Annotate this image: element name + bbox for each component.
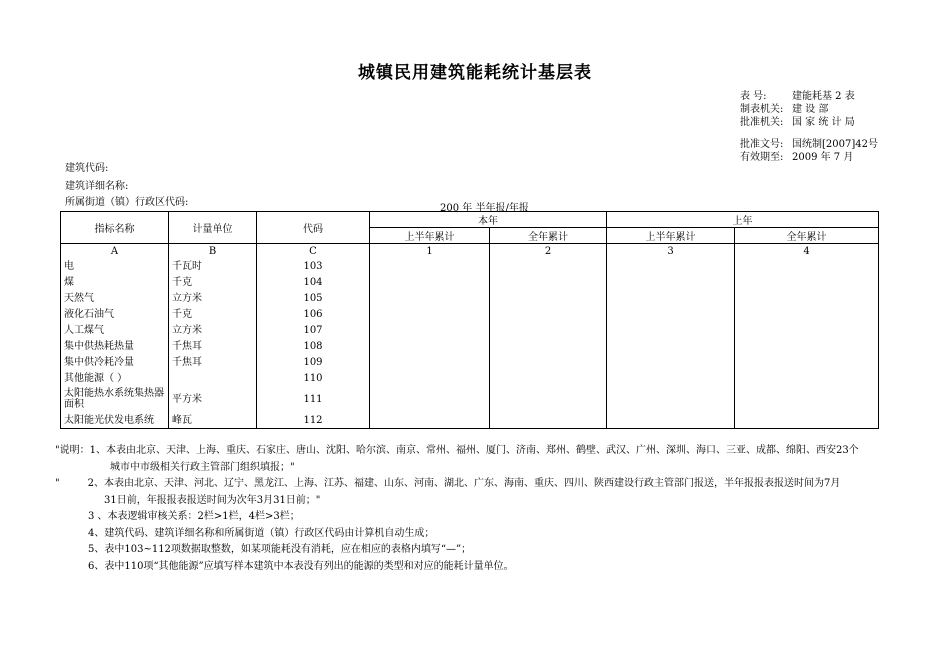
row-code: 108 — [257, 338, 370, 354]
row-name: 电 — [61, 258, 169, 274]
value-cell[interactable] — [735, 354, 879, 370]
value-cell[interactable] — [607, 354, 735, 370]
header-last-year-full: 全年累计 — [735, 228, 879, 244]
value-cell[interactable] — [370, 322, 490, 338]
meta-approving-authority: 批准机关: 国 家 统 计 局 — [740, 117, 855, 128]
row-code: 106 — [257, 306, 370, 322]
table-row — [61, 412, 879, 429]
row-code: 112 — [257, 412, 370, 429]
value-cell[interactable] — [490, 386, 607, 412]
row-name: 集中供热耗热量 — [61, 338, 169, 354]
value-cell[interactable] — [490, 274, 607, 290]
row-code: 105 — [257, 290, 370, 306]
value-cell[interactable] — [490, 412, 607, 429]
row-unit: 立方米 — [169, 290, 257, 306]
row-unit: 千克 — [169, 306, 257, 322]
value-cell[interactable] — [370, 338, 490, 354]
header-this-year-full: 全年累计 — [490, 228, 607, 244]
form-meta-bottom — [740, 138, 878, 164]
row-unit: 立方米 — [169, 322, 257, 338]
value-cell[interactable] — [370, 370, 490, 386]
value-cell[interactable] — [607, 338, 735, 354]
column-letter: A — [61, 244, 169, 259]
value-cell[interactable] — [370, 412, 490, 429]
row-unit: 平方米 — [169, 386, 257, 412]
value-cell[interactable] — [370, 386, 490, 412]
row-unit — [169, 370, 257, 386]
column-letter: 2 — [490, 244, 607, 259]
header-code: 代码 — [257, 212, 370, 244]
value-cell[interactable] — [735, 370, 879, 386]
note-line: 3 、本表逻辑审核关系：2栏>1栏，4栏>3栏； — [88, 511, 300, 522]
row-code: 107 — [257, 322, 370, 338]
column-letter: C — [257, 244, 370, 259]
row-code: 103 — [257, 258, 370, 274]
note-line: 4、建筑代码、建筑详细名称和所属街道（镇）行政区代码由计算机自动生成； — [88, 527, 435, 539]
row-name: 太阳能光伏发电系统 — [61, 412, 169, 429]
row-name: 煤 — [61, 274, 169, 290]
value-cell[interactable] — [490, 338, 607, 354]
value-cell[interactable] — [735, 258, 879, 274]
note-line: "说明：1、本表由北京、天津、上海、重庆、石家庄、唐山、沈阳、哈尔滨、南京、常州、福州、厦门、济南、郑州、鹤壁、武汉、广州、深圳、海口、三亚、成都、绵阳、西安23个 — [55, 445, 859, 456]
value-cell[interactable] — [370, 258, 490, 274]
row-name: 太阳能热水系统集热器面积 — [61, 386, 169, 412]
meta-issuing-authority: 制表机关: 建 设 部 — [740, 104, 829, 115]
value-cell[interactable] — [607, 322, 735, 338]
value-cell[interactable] — [607, 412, 735, 429]
notes-section — [55, 443, 885, 575]
table-row — [61, 338, 879, 354]
row-code: 111 — [257, 386, 370, 412]
building-code-label: 建筑代码: — [65, 163, 109, 174]
building-name-label: 建筑详细名称: — [65, 181, 129, 192]
header-unit: 计量单位 — [169, 212, 257, 244]
value-cell[interactable] — [490, 306, 607, 322]
value-cell[interactable] — [490, 354, 607, 370]
meta-approval-number: 批准文号: 国统制[2007]42号 — [740, 139, 878, 150]
value-cell[interactable] — [735, 290, 879, 306]
row-name: 集中供冷耗冷量 — [61, 354, 169, 370]
column-letter-row — [61, 244, 879, 259]
value-cell[interactable] — [370, 290, 490, 306]
table-row — [61, 274, 879, 290]
column-letter: 3 — [607, 244, 735, 259]
value-cell[interactable] — [735, 412, 879, 429]
table-row — [61, 322, 879, 338]
row-name: 其他能源（ ） — [61, 370, 169, 386]
value-cell[interactable] — [735, 338, 879, 354]
column-letter: 4 — [735, 244, 879, 259]
note-quote-mark: " — [55, 478, 60, 489]
value-cell[interactable] — [735, 274, 879, 290]
header-this-year: 本年 — [370, 212, 607, 228]
value-cell[interactable] — [370, 306, 490, 322]
note-line: 31日前，年报报表报送时间为次年3月31日前；" — [104, 494, 321, 506]
value-cell[interactable] — [370, 274, 490, 290]
value-cell[interactable] — [735, 322, 879, 338]
value-cell[interactable] — [607, 306, 735, 322]
value-cell[interactable] — [490, 370, 607, 386]
value-cell[interactable] — [490, 258, 607, 274]
table-row — [61, 370, 879, 386]
header-last-year: 上年 — [607, 212, 879, 228]
note-line: 城市中市级相关行政主管部门组织填报；" — [110, 461, 295, 473]
form-title: 城镇民用建筑能耗统计基层表 — [358, 63, 592, 83]
header-last-year-h1: 上半年累计 — [607, 228, 735, 244]
value-cell[interactable] — [490, 290, 607, 306]
row-code: 104 — [257, 274, 370, 290]
header-this-year-h1: 上半年累计 — [370, 228, 490, 244]
meta-form-number: 表 号: 建能耗基 2 表 — [740, 91, 855, 102]
value-cell[interactable] — [607, 290, 735, 306]
row-unit: 千克 — [169, 274, 257, 290]
value-cell[interactable] — [490, 322, 607, 338]
value-cell[interactable] — [735, 306, 879, 322]
header-indicator: 指标名称 — [61, 212, 169, 244]
value-cell[interactable] — [607, 258, 735, 274]
value-cell[interactable] — [607, 386, 735, 412]
column-letter: 1 — [370, 244, 490, 259]
district-code-label: 所属街道（镇）行政区代码: — [65, 197, 189, 208]
row-code: 109 — [257, 354, 370, 370]
row-name: 液化石油气 — [61, 306, 169, 322]
table-row — [61, 306, 879, 322]
table-row — [61, 290, 879, 306]
row-unit: 峰瓦 — [169, 412, 257, 429]
value-cell[interactable] — [370, 354, 490, 370]
row-name: 人工煤气 — [61, 322, 169, 338]
note-line: 6、表中110项“其他能源”应填写样本建筑中本表没有列出的能源的类型和对应的能耗计量单位。 — [88, 560, 514, 572]
row-name: 天然气 — [61, 290, 169, 306]
table-row — [61, 258, 879, 274]
form-meta-top — [740, 90, 855, 129]
value-cell[interactable] — [607, 370, 735, 386]
table-row — [61, 354, 879, 370]
column-letter: B — [169, 244, 257, 259]
row-unit: 千焦耳 — [169, 338, 257, 354]
meta-valid-until: 有效期至: 2009 年 7 月 — [740, 152, 854, 163]
row-code: 110 — [257, 370, 370, 386]
value-cell[interactable] — [607, 274, 735, 290]
row-unit: 千焦耳 — [169, 354, 257, 370]
report-period: 200 年 半年报/年报 — [440, 203, 529, 214]
value-cell[interactable] — [735, 386, 879, 412]
row-unit: 千瓦时 — [169, 258, 257, 274]
note-line: 5、表中103~112项数据取整数，如某项能耗没有消耗，应在相应的表格内填写“—”； — [88, 544, 472, 555]
note-line: " 2、本表由北京、天津、河北、辽宁、黑龙江、上海、江苏、福建、山东、河南、湖北、广东、海南、重庆、四川、陕西建设行政主管部门报送，半年报报表报送时间为7月 — [55, 478, 841, 489]
energy-table — [60, 211, 879, 429]
table-row — [61, 386, 879, 412]
